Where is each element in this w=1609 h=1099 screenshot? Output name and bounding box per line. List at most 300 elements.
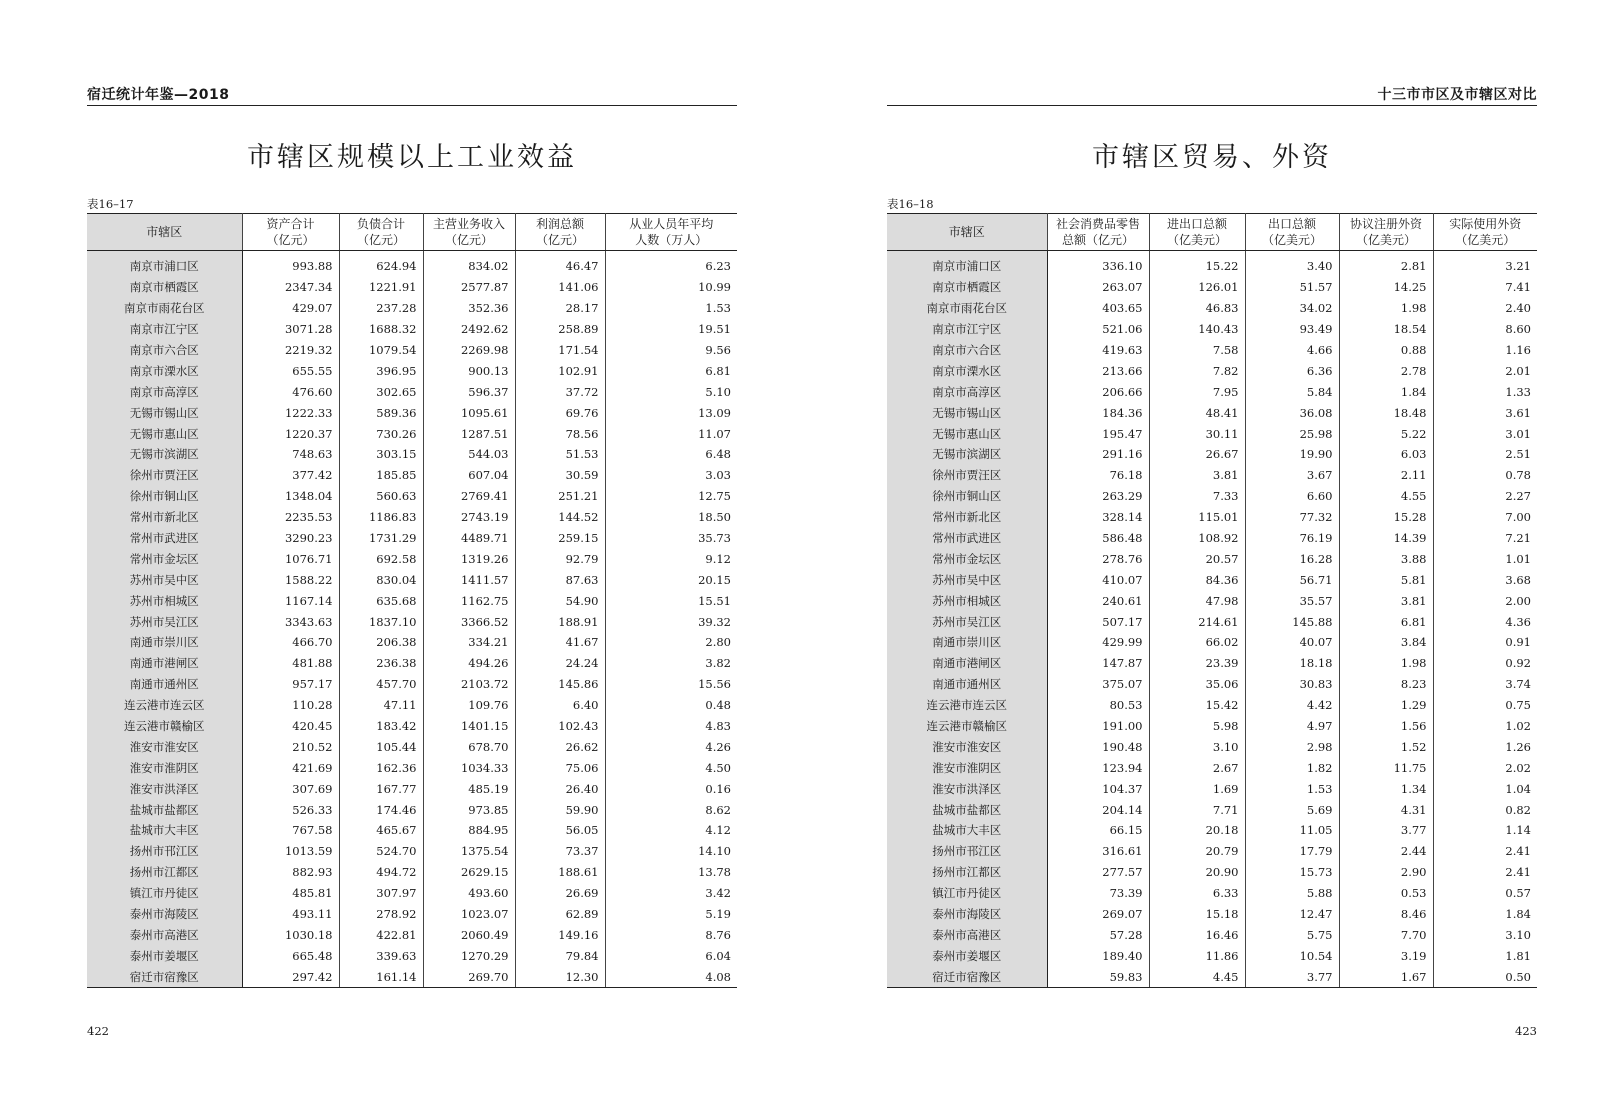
value-cell: 2.00 <box>1505 593 1531 608</box>
value-cell: 28.17 <box>515 298 605 319</box>
value-cell: 678.70 <box>423 736 515 757</box>
table-row <box>87 883 737 904</box>
value-cell: 102.91 <box>515 360 605 381</box>
region-name-cell: 南京市溧水区 <box>87 360 242 381</box>
value-cell: 375.07 <box>1047 674 1149 695</box>
region-name-cell: 无锡市锡山区 <box>887 402 1047 423</box>
value-cell: 830.04 <box>339 569 423 590</box>
value-cell: 77.32 <box>1245 507 1339 528</box>
value-cell: 3.81 <box>1149 465 1245 486</box>
value-cell: 0.92 <box>1505 656 1531 671</box>
value-cell: 11.86 <box>1149 945 1245 966</box>
value-cell: 62.89 <box>515 904 605 925</box>
value-cell: 35.73 <box>698 531 731 546</box>
region-name-cell: 南京市六合区 <box>887 340 1047 361</box>
region-name-cell: 镇江市丹徒区 <box>87 883 242 904</box>
region-name-cell: 扬州市邗江区 <box>87 841 242 862</box>
table-header-row <box>87 214 737 251</box>
region-name-cell: 淮安市洪泽区 <box>887 778 1047 799</box>
value-cell: 1.81 <box>1505 948 1531 963</box>
value-cell: 75.06 <box>515 757 605 778</box>
value-cell: 210.52 <box>242 736 339 757</box>
value-cell: 882.93 <box>242 862 339 883</box>
value-cell: 110.28 <box>242 695 339 716</box>
table-row <box>87 277 737 298</box>
column-label: 负债合计 <box>356 217 405 231</box>
value-cell: 259.15 <box>515 528 605 549</box>
value-cell: 162.36 <box>339 757 423 778</box>
value-cell: 8.62 <box>705 802 731 817</box>
region-name-cell: 扬州市江都区 <box>87 862 242 883</box>
value-cell: 307.69 <box>242 778 339 799</box>
value-cell: 884.95 <box>423 820 515 841</box>
value-cell: 2.41 <box>1505 865 1531 880</box>
region-name-cell: 盐城市盐都区 <box>87 799 242 820</box>
value-cell: 80.53 <box>1047 695 1149 716</box>
value-cell: 15.73 <box>1245 862 1339 883</box>
value-cell: 5.84 <box>1245 381 1339 402</box>
left-page <box>87 0 737 1099</box>
value-cell: 493.60 <box>423 883 515 904</box>
value-cell: 834.02 <box>423 251 515 277</box>
value-cell: 3.84 <box>1339 632 1433 653</box>
value-cell: 2.51 <box>1505 447 1531 462</box>
value-cell: 47.98 <box>1149 590 1245 611</box>
region-name-cell: 南通市港闸区 <box>887 653 1047 674</box>
table-row <box>87 716 737 737</box>
table-row <box>87 360 737 381</box>
value-cell: 3.19 <box>1339 945 1433 966</box>
table-row <box>887 486 1537 507</box>
value-cell: 183.42 <box>339 716 423 737</box>
value-cell: 2.40 <box>1505 301 1531 316</box>
region-name-cell: 泰州市海陵区 <box>887 904 1047 925</box>
value-cell: 4.66 <box>1245 340 1339 361</box>
value-cell: 251.21 <box>515 486 605 507</box>
value-cell: 1.53 <box>1245 778 1339 799</box>
value-cell: 188.61 <box>515 862 605 883</box>
table-row <box>887 778 1537 799</box>
header-rule <box>887 105 1537 106</box>
value-cell: 76.19 <box>1245 528 1339 549</box>
value-cell: 12.30 <box>515 966 605 987</box>
table-row <box>887 444 1537 465</box>
value-cell: 6.04 <box>705 948 731 963</box>
value-cell: 4.36 <box>1505 614 1531 629</box>
value-cell: 316.61 <box>1047 841 1149 862</box>
column-unit: （亿元） <box>444 233 493 247</box>
value-cell: 1.04 <box>1505 781 1531 796</box>
value-cell: 277.57 <box>1047 862 1149 883</box>
region-name-cell: 常州市金坛区 <box>887 548 1047 569</box>
value-cell: 140.43 <box>1149 319 1245 340</box>
value-cell: 1.52 <box>1339 736 1433 757</box>
value-cell: 2060.49 <box>423 925 515 946</box>
region-name-cell: 苏州市吴江区 <box>87 611 242 632</box>
region-name-cell: 无锡市惠山区 <box>887 423 1047 444</box>
value-cell: 0.91 <box>1505 635 1531 650</box>
value-cell: 34.02 <box>1245 298 1339 319</box>
value-cell: 20.15 <box>698 572 731 587</box>
value-cell: 5.75 <box>1245 925 1339 946</box>
table-row <box>87 465 737 486</box>
value-cell: 1.84 <box>1505 907 1531 922</box>
region-name-cell: 泰州市姜堰区 <box>887 945 1047 966</box>
region-name-cell: 宿迁市宿豫区 <box>887 966 1047 987</box>
column-label: 利润总额 <box>535 217 584 231</box>
region-name-cell: 徐州市贾汪区 <box>87 465 242 486</box>
value-cell: 15.18 <box>1149 904 1245 925</box>
value-cell: 2577.87 <box>423 277 515 298</box>
value-cell: 26.40 <box>515 778 605 799</box>
value-cell: 0.57 <box>1505 886 1531 901</box>
value-cell: 2.80 <box>705 635 731 650</box>
value-cell: 36.08 <box>1245 402 1339 423</box>
value-cell: 57.28 <box>1047 925 1149 946</box>
table-row <box>887 736 1537 757</box>
value-cell: 9.12 <box>705 551 731 566</box>
value-cell: 2.67 <box>1149 757 1245 778</box>
value-cell: 35.06 <box>1149 674 1245 695</box>
region-name-cell: 无锡市锡山区 <box>87 402 242 423</box>
value-cell: 7.82 <box>1149 360 1245 381</box>
table-row <box>887 820 1537 841</box>
value-cell: 104.37 <box>1047 778 1149 799</box>
table-row <box>887 277 1537 298</box>
value-cell: 2.81 <box>1339 251 1433 277</box>
value-cell: 1023.07 <box>423 904 515 925</box>
value-cell: 0.82 <box>1505 802 1531 817</box>
value-cell: 560.63 <box>339 486 423 507</box>
value-cell: 3.74 <box>1505 677 1531 692</box>
region-name-cell: 无锡市滨湖区 <box>887 444 1047 465</box>
value-cell: 37.72 <box>515 381 605 402</box>
region-name-cell: 盐城市大丰区 <box>87 820 242 841</box>
column-header <box>1245 214 1339 251</box>
value-cell: 2269.98 <box>423 340 515 361</box>
value-cell: 465.67 <box>339 820 423 841</box>
value-cell: 6.81 <box>1339 611 1433 632</box>
value-cell: 20.90 <box>1149 862 1245 883</box>
value-cell: 20.18 <box>1149 820 1245 841</box>
value-cell: 14.39 <box>1339 528 1433 549</box>
value-cell: 1319.26 <box>423 548 515 569</box>
column-unit: （亿美元） <box>1166 233 1227 247</box>
value-cell: 59.83 <box>1047 966 1149 987</box>
value-cell: 66.15 <box>1047 820 1149 841</box>
value-cell: 377.42 <box>242 465 339 486</box>
value-cell: 3.81 <box>1339 590 1433 611</box>
value-cell: 16.46 <box>1149 925 1245 946</box>
value-cell: 204.14 <box>1047 799 1149 820</box>
value-cell: 3290.23 <box>242 528 339 549</box>
value-cell: 5.69 <box>1245 799 1339 820</box>
table-row <box>887 883 1537 904</box>
region-name-cell: 淮安市洪泽区 <box>87 778 242 799</box>
table-row <box>87 423 737 444</box>
value-cell: 26.69 <box>515 883 605 904</box>
value-cell: 269.07 <box>1047 904 1149 925</box>
value-cell: 403.65 <box>1047 298 1149 319</box>
value-cell: 3.88 <box>1339 548 1433 569</box>
value-cell: 147.87 <box>1047 653 1149 674</box>
value-cell: 66.02 <box>1149 632 1245 653</box>
table-row <box>87 904 737 925</box>
value-cell: 3.77 <box>1245 966 1339 987</box>
column-header-region <box>87 214 242 251</box>
table-row <box>887 381 1537 402</box>
value-cell: 30.11 <box>1149 423 1245 444</box>
value-cell: 84.36 <box>1149 569 1245 590</box>
value-cell: 1095.61 <box>423 402 515 423</box>
value-cell: 4.12 <box>705 823 731 838</box>
value-cell: 15.42 <box>1149 695 1245 716</box>
table-row <box>87 402 737 423</box>
value-cell: 1688.32 <box>339 319 423 340</box>
region-name-cell: 苏州市相城区 <box>887 590 1047 611</box>
value-cell: 6.36 <box>1245 360 1339 381</box>
value-cell: 6.23 <box>705 259 731 274</box>
table-row <box>87 736 737 757</box>
value-cell: 524.70 <box>339 841 423 862</box>
value-cell: 1030.18 <box>242 925 339 946</box>
value-cell: 4.45 <box>1149 966 1245 987</box>
value-cell: 429.99 <box>1047 632 1149 653</box>
column-header <box>1149 214 1245 251</box>
value-cell: 56.05 <box>515 820 605 841</box>
table-row <box>87 862 737 883</box>
column-label: 实际使用外资 <box>1449 217 1522 231</box>
value-cell: 297.42 <box>242 966 339 987</box>
value-cell: 2743.19 <box>423 507 515 528</box>
column-unit: （亿美元） <box>1455 233 1516 247</box>
value-cell: 278.92 <box>339 904 423 925</box>
value-cell: 10.54 <box>1245 945 1339 966</box>
table-row <box>887 423 1537 444</box>
value-cell: 6.60 <box>1245 486 1339 507</box>
region-name-cell: 镇江市丹徒区 <box>887 883 1047 904</box>
value-cell: 105.44 <box>339 736 423 757</box>
table-row <box>87 820 737 841</box>
region-name-cell: 常州市武进区 <box>87 528 242 549</box>
value-cell: 1.01 <box>1505 551 1531 566</box>
region-name-cell: 泰州市姜堰区 <box>87 945 242 966</box>
value-cell: 126.01 <box>1149 277 1245 298</box>
value-cell: 635.68 <box>339 590 423 611</box>
value-cell: 0.75 <box>1505 698 1531 713</box>
industry-table <box>87 213 737 988</box>
page-number: 422 <box>87 1024 109 1038</box>
value-cell: 476.60 <box>242 381 339 402</box>
value-cell: 35.57 <box>1245 590 1339 611</box>
value-cell: 6.40 <box>515 695 605 716</box>
table-row <box>87 841 737 862</box>
value-cell: 46.83 <box>1149 298 1245 319</box>
value-cell: 171.54 <box>515 340 605 361</box>
value-cell: 13.09 <box>698 405 731 420</box>
table-row <box>87 966 737 987</box>
value-cell: 1401.15 <box>423 716 515 737</box>
value-cell: 78.56 <box>515 423 605 444</box>
value-cell: 1034.33 <box>423 757 515 778</box>
value-cell: 236.38 <box>339 653 423 674</box>
value-cell: 15.28 <box>1339 507 1433 528</box>
value-cell: 25.98 <box>1245 423 1339 444</box>
table-row <box>887 653 1537 674</box>
value-cell: 11.75 <box>1339 757 1433 778</box>
value-cell: 3.67 <box>1245 465 1339 486</box>
table-row <box>87 507 737 528</box>
value-cell: 3.40 <box>1245 251 1339 277</box>
value-cell: 4.50 <box>705 760 731 775</box>
value-cell: 7.21 <box>1505 531 1531 546</box>
column-unit: （亿元） <box>535 233 584 247</box>
region-name-cell: 南通市崇川区 <box>87 632 242 653</box>
value-cell: 328.14 <box>1047 507 1149 528</box>
running-head: 宿迁统计年鉴—2018 <box>87 87 230 103</box>
value-cell: 4.55 <box>1339 486 1433 507</box>
value-cell: 7.95 <box>1149 381 1245 402</box>
value-cell: 4.83 <box>705 719 731 734</box>
column-unit: （亿元） <box>356 233 405 247</box>
value-cell: 665.48 <box>242 945 339 966</box>
region-name-cell: 常州市新北区 <box>87 507 242 528</box>
table-row <box>887 319 1537 340</box>
region-name-cell: 南京市溧水区 <box>887 360 1047 381</box>
value-cell: 2.11 <box>1339 465 1433 486</box>
value-cell: 59.90 <box>515 799 605 820</box>
value-cell: 422.81 <box>339 925 423 946</box>
value-cell: 494.26 <box>423 653 515 674</box>
region-name-cell: 苏州市相城区 <box>87 590 242 611</box>
value-cell: 5.98 <box>1149 716 1245 737</box>
region-name-cell: 淮安市淮阴区 <box>887 757 1047 778</box>
value-cell: 23.39 <box>1149 653 1245 674</box>
value-cell: 1.84 <box>1339 381 1433 402</box>
value-cell: 624.94 <box>339 251 423 277</box>
value-cell: 190.48 <box>1047 736 1149 757</box>
value-cell: 1731.29 <box>339 528 423 549</box>
value-cell: 7.41 <box>1505 280 1531 295</box>
page-title: 市辖区贸易、外资 <box>1092 142 1332 173</box>
value-cell: 46.47 <box>515 251 605 277</box>
region-name-cell: 南京市江宁区 <box>887 319 1047 340</box>
value-cell: 2103.72 <box>423 674 515 695</box>
column-label: 市辖区 <box>146 225 183 239</box>
value-cell: 39.32 <box>698 614 731 629</box>
table-row <box>887 611 1537 632</box>
value-cell: 10.99 <box>698 280 731 295</box>
value-cell: 481.88 <box>242 653 339 674</box>
column-unit: （亿元） <box>266 233 315 247</box>
value-cell: 17.79 <box>1245 841 1339 862</box>
column-unit: 总额（亿元） <box>1061 233 1134 247</box>
value-cell: 3366.52 <box>423 611 515 632</box>
table-row <box>87 590 737 611</box>
table-code: 表16–17 <box>87 197 134 211</box>
value-cell: 7.00 <box>1505 510 1531 525</box>
value-cell: 1.82 <box>1245 757 1339 778</box>
value-cell: 19.90 <box>1245 444 1339 465</box>
value-cell: 1.34 <box>1339 778 1433 799</box>
value-cell: 1.98 <box>1339 653 1433 674</box>
column-header <box>339 214 423 251</box>
region-name-cell: 南京市栖霞区 <box>87 277 242 298</box>
column-header-region <box>887 214 1047 251</box>
value-cell: 11.07 <box>698 426 731 441</box>
value-cell: 4.31 <box>1339 799 1433 820</box>
value-cell: 1.69 <box>1149 778 1245 799</box>
table-row <box>887 340 1537 361</box>
value-cell: 214.61 <box>1149 611 1245 632</box>
value-cell: 15.56 <box>698 677 731 692</box>
value-cell: 237.28 <box>339 298 423 319</box>
value-cell: 1.56 <box>1339 716 1433 737</box>
table-row <box>87 757 737 778</box>
table-row <box>87 632 737 653</box>
value-cell: 302.65 <box>339 381 423 402</box>
value-cell: 7.70 <box>1339 925 1433 946</box>
value-cell: 51.57 <box>1245 277 1339 298</box>
column-label: 主营业务收入 <box>432 217 505 231</box>
value-cell: 79.84 <box>515 945 605 966</box>
region-name-cell: 连云港市赣榆区 <box>87 716 242 737</box>
value-cell: 526.33 <box>242 799 339 820</box>
value-cell: 1.29 <box>1339 695 1433 716</box>
table-row <box>87 340 737 361</box>
value-cell: 141.06 <box>515 277 605 298</box>
column-label: 进出口总额 <box>1166 217 1227 231</box>
value-cell: 12.75 <box>698 489 731 504</box>
value-cell: 16.28 <box>1245 548 1339 569</box>
value-cell: 123.94 <box>1047 757 1149 778</box>
table-row <box>887 925 1537 946</box>
value-cell: 206.66 <box>1047 381 1149 402</box>
region-name-cell: 南京市六合区 <box>87 340 242 361</box>
region-name-cell: 徐州市铜山区 <box>887 486 1047 507</box>
region-name-cell: 泰州市海陵区 <box>87 904 242 925</box>
value-cell: 14.25 <box>1339 277 1433 298</box>
region-name-cell: 南通市港闸区 <box>87 653 242 674</box>
value-cell: 8.60 <box>1505 322 1531 337</box>
region-name-cell: 南通市通州区 <box>887 674 1047 695</box>
value-cell: 2.41 <box>1505 844 1531 859</box>
value-cell: 1079.54 <box>339 340 423 361</box>
table-row <box>887 799 1537 820</box>
table-row <box>87 444 737 465</box>
value-cell: 2492.62 <box>423 319 515 340</box>
table-row <box>887 360 1537 381</box>
value-cell: 692.58 <box>339 548 423 569</box>
column-unit: （亿美元） <box>1355 233 1416 247</box>
table-row <box>887 716 1537 737</box>
column-unit: 人数（万人） <box>635 233 708 247</box>
value-cell: 730.26 <box>339 423 423 444</box>
value-cell: 3.42 <box>705 886 731 901</box>
value-cell: 1348.04 <box>242 486 339 507</box>
value-cell: 54.90 <box>515 590 605 611</box>
region-name-cell: 宿迁市宿豫区 <box>87 966 242 987</box>
value-cell: 493.11 <box>242 904 339 925</box>
value-cell: 0.78 <box>1505 468 1531 483</box>
value-cell: 102.43 <box>515 716 605 737</box>
value-cell: 73.37 <box>515 841 605 862</box>
value-cell: 76.18 <box>1047 465 1149 486</box>
value-cell: 6.81 <box>705 363 731 378</box>
value-cell: 1375.54 <box>423 841 515 862</box>
value-cell: 30.83 <box>1245 674 1339 695</box>
table-row <box>887 862 1537 883</box>
